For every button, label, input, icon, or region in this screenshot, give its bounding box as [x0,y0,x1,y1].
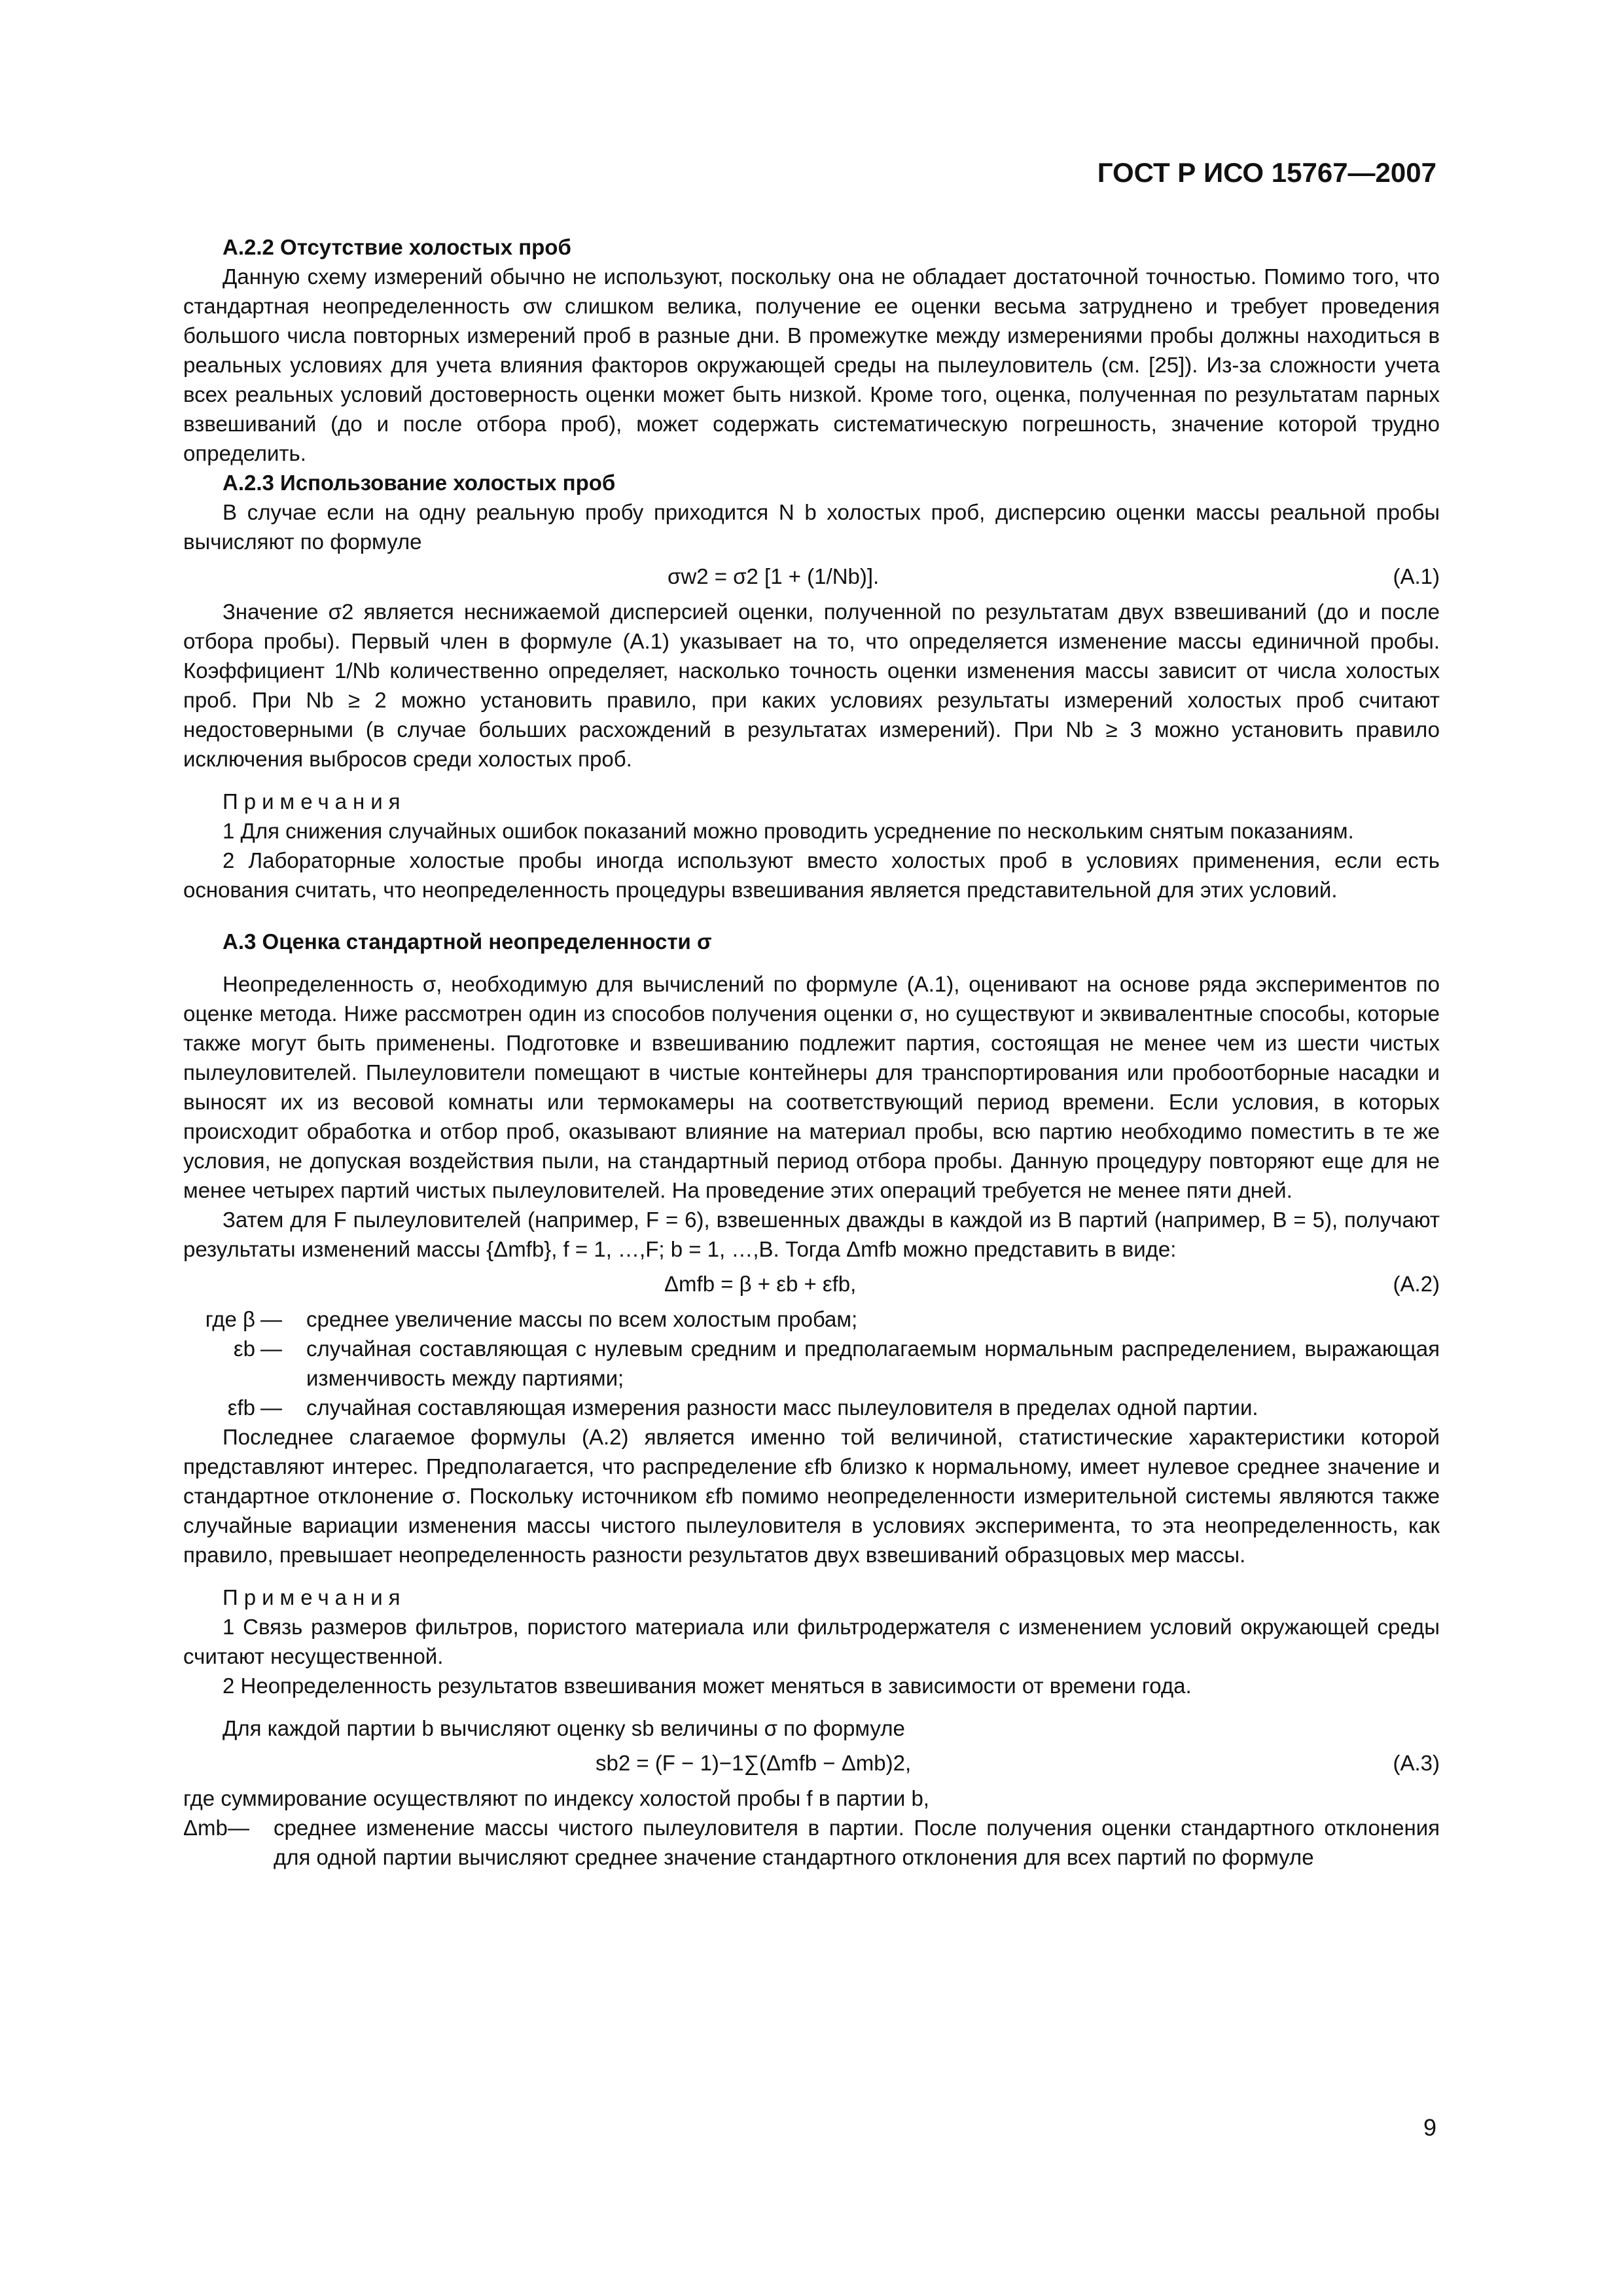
paragraph-a3-where: где суммирование осуществляют по индексу холостой пробы f в партии b, [183,1786,929,1810]
notes1-item-2: 2 Лабораторные холостые пробы иногда используют вместо холостых проб в условиях применения, если есть основания считать, что неопределенность процедуры взвешивания является представительной для этих условий. [183,848,1440,902]
formula-a1 [183,558,1440,596]
notes2-item-1: 1 Связь размеров фильтров, пористого материала или фильтродержателя с изменением условий окружающей среды считают несущественной. [183,1615,1440,1668]
heading-a23: А.2.3 Использование холостых проб [223,471,616,495]
definition-delta-mb [183,1813,1440,1872]
formula-a2-number: (А.2) [1393,1272,1440,1296]
formula-a2 [183,1265,1440,1303]
definition-epsilon-b [183,1334,1440,1393]
formula-a1-number: (А.1) [1393,564,1440,588]
paragraph-a3-1: Неопределенность σ, необходимую для вычислений по формуле (А.1), оценивают на основе ряда экспериментов по оценке метода. Ниже рассмотрен один из способов получения оценки σ, но существуют и эквивалентные способы, которые также могут быть применены. Подготовке и взвешиванию подлежит партия, состоящая не менее чем из шести чистых пылеуловителей. Пылеуловители помещают в чистые контейнеры для транспортирования или пробоотборные насадки и выносят их из весовой комнаты или термокамеры на соответствующий период времени. Если условия, в которых происходит обработка и отбор проб, оказывают влияние на материал пробы, всю партию необходимо поместить в те же условия, не допуская воздействия пыли, на стандартный период отбора пробы. Данную процедуру повторяют еще для не менее четырех партий чистых пылеуловителей. На проведение этих операций требуется не менее пяти дней. [183,972,1440,1202]
definition-epsilon-fb-text: случайная составляющая измерения разности масс пылеуловителя в пределах одной партии. [306,1395,1258,1420]
paragraph-a3-2: Затем для F пылеуловителей (например, F = 6), взвешенных дважды в каждой из B партий (например, B = 5), получают результаты изменений массы {Δmfb}, f = 1, …,F; b = 1, …,B. Тогда Δmfb можно представить в виде: [183,1208,1440,1261]
definition-delta-mb-text: среднее изменение массы чистого пылеуловителя в партии. После получения оценки стандартного отклонения для одной партии вычисляют среднее значение стандартного отклонения для всех партий по формуле [274,1816,1440,1869]
paragraph-a3-3: Последнее слагаемое формулы (А.2) является именно той величиной, статистические характеристики которой представляют интерес. Предполагается, что распределение εfb близко к нормальному, имеет нулевое среднее значение и стандартное отклонение σ. Поскольку источником εfb помимо неопределенности измерительной системы являются также случайные вариации изменения массы чистого пылеуловителя в условиях эксперимента, то эта неопределенность, как правило, превышает неопределенность разности результатов двух взвешиваний образцовых мер массы. [183,1425,1440,1567]
formula-a3 [183,1744,1440,1782]
definition-delta-mb-symbol: Δmb [183,1816,228,1840]
definition-beta [183,1304,1440,1334]
formula-a3-expression: sb2 = (F − 1)−1∑(Δmfb − Δmb)2, [596,1751,912,1775]
heading-a22: А.2.2 Отсутствие холостых проб [223,235,571,259]
definition-beta-dash: — [260,1307,282,1331]
paragraph-a22: Данную схему измерений обычно не используют, поскольку она не обладает достаточной точностью. Помимо того, что стандартная неопределенность σw слишком велика, получение ее оценки весьма затруднено и требует проведения большого числа повторных измерений проб в разные дни. В промежутке между измерениями пробы должны находиться в реальных условиях для учета влияния факторов окружающей среды на пылеуловитель (см. [25]). Из-за сложности учета всех реальных условий достоверность оценки может быть низкой. Кроме того, оценка, полученная по результатам парных взвешиваний (до и после отбора проб), может содержать систематическую погрешность, значение которой трудно определить. [183,264,1440,465]
paragraph-a23-intro: В случае если на одну реальную пробу приходится N b холостых проб, дисперсию оценки массы реальной пробы вычисляют по формуле [183,500,1440,554]
notes2-title: Примечания [223,1585,406,1609]
document-code-header: ГОСТ Р ИСО 15767—2007 [1097,157,1436,188]
definition-epsilon-fb [183,1393,1440,1422]
notes1-item-1: 1 Для снижения случайных ошибок показаний можно проводить усреднение по нескольким снятым показаниям. [223,819,1354,843]
definition-epsilon-fb-dash: — [260,1395,282,1420]
definition-epsilon-b-symbol: εb [233,1336,255,1361]
definition-epsilon-b-text: случайная составляющая с нулевым средним и предполагаемым нормальным распределением, выражающая изменчивость между партиями; [306,1336,1440,1390]
page-content [183,232,1440,1872]
notes2-item-2: 2 Неопределенность результатов взвешивания может меняться в зависимости от времени года. [223,1674,1192,1698]
notes1-title: Примечания [223,789,406,814]
paragraph-a3-intro-sb: Для каждой партии b вычисляют оценку sb величины σ по формуле [223,1716,905,1740]
formula-a2-expression: Δmfb = β + εb + εfb, [664,1272,857,1296]
definition-beta-text: среднее увеличение массы по всем холостым пробам; [306,1307,858,1331]
definition-delta-mb-dash: — [228,1816,249,1840]
heading-a3: А.3 Оценка стандартной неопределенности σ [223,929,712,954]
definition-epsilon-b-dash: — [260,1336,282,1361]
page-number: 9 [1423,2114,1436,2141]
formula-a1-expression: σw2 = σ2 [1 + (1/Nb)]. [668,564,880,588]
definition-epsilon-fb-symbol: εfb [227,1395,255,1420]
paragraph-a23-body: Значение σ2 является неснижаемой дисперсией оценки, полученной по результатам двух взвешиваний (до и после отбора пробы). Первый член в формуле (А.1) указывает на то, что определяется изменение массы единичной пробы. Коэффициент 1/Nb количественно определяет, насколько точность оценки изменения массы зависит от числа холостых проб. При Nb ≥ 2 можно установить правило, при каких условиях результаты измерений холостых проб считают недостоверными (в случае больших расхождений в результатах измерений). При Nb ≥ 3 можно установить правило исключения выбросов среди холостых проб. [183,600,1440,771]
formula-a3-number: (А.3) [1393,1751,1440,1775]
definition-beta-symbol: где β [205,1307,255,1331]
